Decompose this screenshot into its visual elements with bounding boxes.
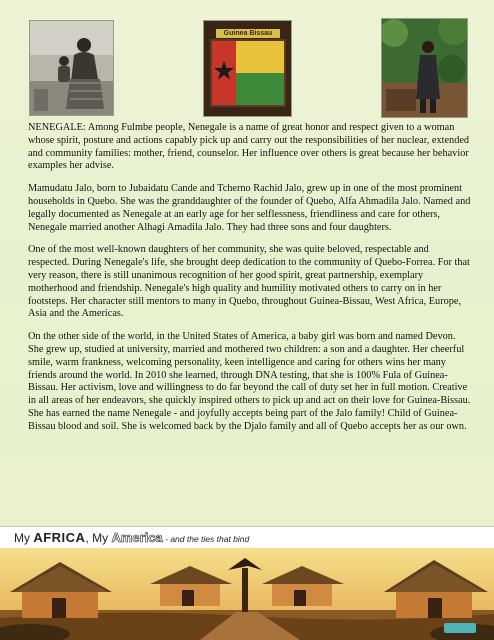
paragraph-mamudatu-biography: Mamudatu Jalo, born to Jubaidatu Cande and Tcherno Rachid Jalo, grew up in one of the most prominent households in Quebo. She was the granddaughter of the founder of Quebo, Alfa Ahmadila Jalo. Named and legally documented as Nenegale at an early age for her selflessness, friendliness and care for others, Nenegale married another Alhagi Amadila Jalo. They had three sons and four daughters.	[28, 183, 471, 233]
banner-title-america: America	[111, 530, 163, 545]
flag-painting-caption: Guinea Bissau	[216, 29, 280, 38]
artist-stamp	[444, 623, 476, 633]
village-hut-painting	[0, 548, 494, 640]
woman-in-garden-photo	[381, 18, 468, 118]
article-text	[28, 122, 471, 444]
banner-title	[14, 530, 484, 546]
paragraph-devon-story: On the other side of the world, in the United States of America, a baby girl was born and named Devon. She grew up, studied at university, married and mothered two children: a son and a daughter. Her cheerful smile, warm frankness, welcoming personality, keen intelligence and caring for others wins her many friends around the world. In 2010 she learned, through DNA testing, that she is 100% Fula of Guinea-Bissau. Her activism, love and willingness to do far beyond the call of duty set her in full motion. Creative in all areas of her endeavors, she quickly inspired others to pick up and act on their love for Guinea-Bissau. She has earned the name Nenegale - and joyfully accepts being part of the Jalo family! Child of Guinea-Bissau blood and soil. She is welcomed back by the Djalo family and all of Quebo accepts her as our own.	[28, 331, 471, 432]
paragraph-nenegale-definition: NENEGALE: Among Fulmbe people, Nenegale is a name of great honor and respect given to a woman whose spirit, posture and actions capably pick up and carry out the responsibilities of her nuclear, extended and community families: mother, friend, counselor. Her influence over others is great because her behavior examples her advise.	[28, 122, 470, 172]
banner-title-part-3: , My	[85, 531, 112, 545]
paragraph-community-legacy: One of the most well-known daughters of her community, she was quite beloved, respectable and respected. During Nenegale's life, she brought deep dedication to the community of Quebo-Forrea. For that very reason, there is still unanimous recognition of her good spirit, great partnership, exemplary motherhood and friendship. Nenegale's high quality and humility motivated others to carry on in her footsteps. Her character still mentors to many in Quebo, throughout Guinea-Bissau, West Africa, Europe, Asia and the Americas.	[28, 244, 470, 320]
banner-title-africa: AFRICA	[33, 530, 86, 545]
banner-title-tagline: - and the ties that bind	[162, 534, 250, 544]
banner-title-part-1: My	[14, 531, 34, 545]
vintage-mother-child-photo	[29, 20, 114, 116]
guinea-bissau-flag-painting	[203, 20, 292, 117]
